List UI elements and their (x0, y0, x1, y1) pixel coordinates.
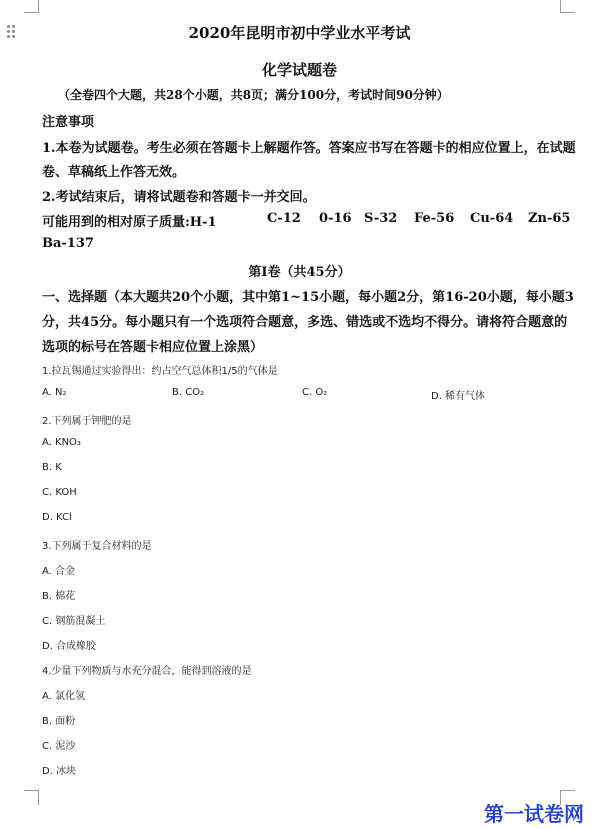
page-corner-mark (560, 0, 575, 13)
atomic-mass-item: Zn-65 (528, 211, 571, 226)
section-instructions: 一、选择题（本大题共20个小题，其中第1~15小题，每小题2分，第16-20小题，每小题3 (42, 290, 574, 305)
atomic-mass-item: S-32 (364, 211, 398, 226)
section-instructions: 选项的标号在答题卡相应位置上涂黑） (42, 340, 264, 355)
question-option: D. KCl (42, 512, 72, 523)
exam-info: （全卷四个大题，共28个小题，共8页；满分100分，考试时间90分钟） (58, 88, 449, 102)
atomic-mass-item: 0-16 (319, 211, 352, 226)
atomic-mass-item: Ba-137 (42, 236, 94, 251)
atomic-mass-item: C-12 (267, 211, 301, 226)
question-stem: 4.少量下列物质与水充分混合，能得到溶液的是 (42, 666, 252, 677)
question-option: B. CO₂ (172, 387, 205, 398)
question-option: B. 面粉 (42, 716, 76, 727)
page-corner-mark (24, 790, 39, 805)
question-option: D. 冰块 (42, 766, 77, 777)
question-option: A. 合金 (42, 566, 76, 577)
section-heading: 第Ⅰ卷（共45分） (248, 265, 351, 280)
atomic-mass-item: Cu-64 (470, 211, 514, 226)
question-option: A. N₂ (42, 387, 67, 398)
question-option: D. 稀有气体 (431, 391, 486, 402)
exam-subtitle: 化学试题卷 (261, 61, 337, 79)
question-option: C. 泥沙 (42, 741, 76, 752)
section-instructions: 分，共45分。每小题只有一个选项符合题意，多选、错选或不选均不得分。请将符合题意的 (42, 315, 568, 330)
notice-line: 2.考试结束后，请将试题卷和答题卡一并交回。 (42, 190, 316, 205)
question-option: B. K (42, 462, 62, 473)
notice-line: 卷、草稿纸上作答无效。 (42, 165, 186, 180)
notice-line: 1.本卷为试题卷。考生必须在答题卡上解题作答。答案应书写在答题卡的相应位置上，在试题 (42, 141, 576, 156)
notice-heading: 注意事项 (42, 115, 95, 130)
question-stem: 3.下列属于复合材料的是 (42, 541, 152, 552)
question-option: C. KOH (42, 487, 77, 498)
question-option: B. 棉花 (42, 591, 76, 602)
atomic-mass-item: Fe-56 (414, 211, 455, 226)
page-corner-mark (24, 0, 39, 13)
atomic-mass-label: 可能用到的相对原子质量:H-1 (42, 215, 217, 230)
question-stem: 2.下列属于钾肥的是 (42, 416, 132, 427)
exam-title: 2020年昆明市初中学业水平考试 (188, 24, 411, 42)
site-watermark: 第一试卷网 (484, 802, 584, 826)
question-option: C. O₂ (302, 387, 328, 398)
question-option: D. 合成橡胶 (42, 641, 97, 652)
question-stem: 1.拉瓦锡通过实验得出：约占空气总体积1/5的气体是 (42, 366, 278, 377)
question-option: A. KNO₃ (42, 437, 81, 448)
question-option: A. 氯化氢 (42, 691, 86, 702)
question-option: C. 钢筋混凝土 (42, 616, 106, 627)
